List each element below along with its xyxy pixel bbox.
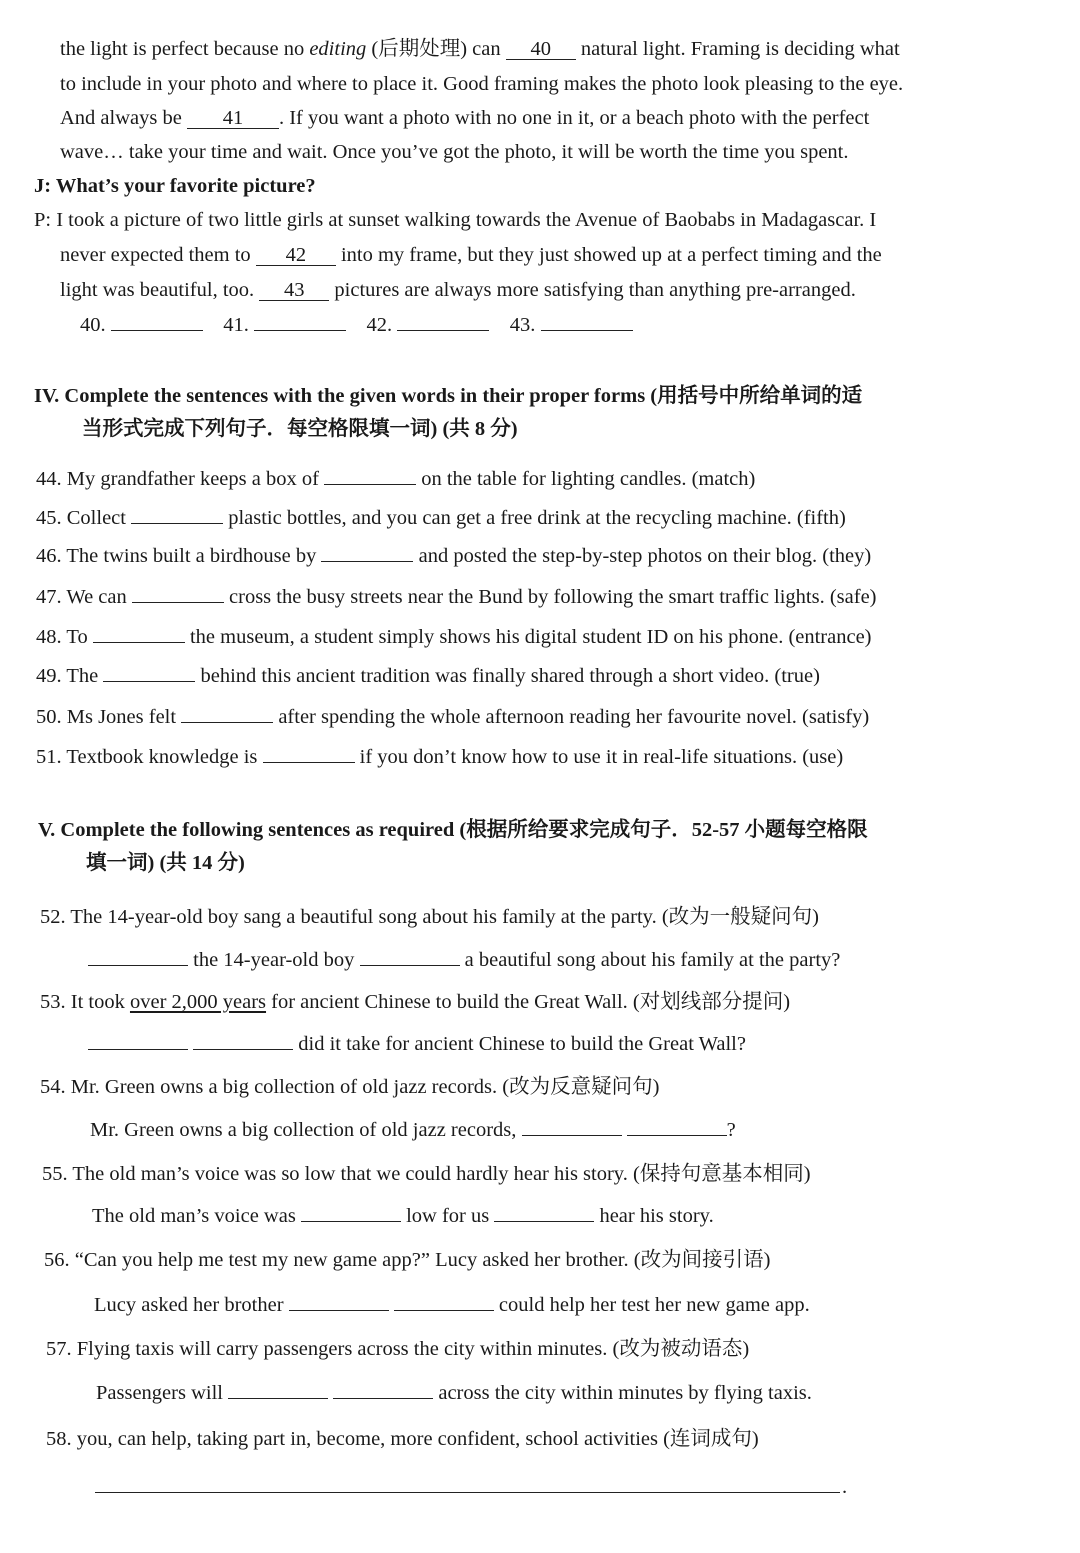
question-57: 57. Flying taxis will carry passengers across the city within minutes. (改为被动语态) [46,1338,750,1360]
passage-line-3: And always be 41 . If you want a photo with no one in it, or a beach photo with the perfect [60,107,870,129]
blank-40: 40 [506,39,576,60]
blank-52a[interactable] [88,965,188,966]
interview-question: J: What’s your favorite picture? [34,175,316,197]
blank-49[interactable] [103,681,195,682]
question-48: 48. To the museum, a student simply shows his digital student ID on his phone. (entrance) [36,626,872,648]
passage-answer-line-2: never expected them to 42 into my frame, but they just showed up at a perfect timing and the [60,244,882,266]
question-53: 53. It took over 2,000 years for ancient Chinese to build the Great Wall. (对划线部分提问) [40,991,791,1013]
blank-53b[interactable] [193,1049,293,1050]
answer-line-58-period: . [842,1476,848,1498]
answer-line-58[interactable] [95,1492,840,1493]
question-50: 50. Ms Jones felt after spending the whole afternoon reading her favourite novel. (satisfy) [36,706,870,728]
question-56: 56. “Can you help me test my new game app?” Lucy asked her brother. (改为间接引语) [44,1249,771,1271]
section-4-heading: IV. Complete the sentences with the given words in their proper forms (用括号中所给单词的适 [34,385,863,407]
blank-51[interactable] [263,762,355,763]
blank-56a[interactable] [289,1310,389,1311]
section-5-heading-cont: 填一词) (共 14 分) [86,852,245,874]
blank-55b[interactable] [494,1221,594,1222]
passage-answer-line-3: light was beautiful, too. 43 pictures are always more satisfying than anything pre-arranged. [60,279,856,301]
blank-44[interactable] [324,484,416,485]
blank-57a[interactable] [228,1398,328,1399]
question-46: 46. The twins built a birdhouse by and posted the step-by-step photos on their blog. (they) [36,545,872,567]
blank-57b[interactable] [333,1398,433,1399]
blank-53a[interactable] [88,1049,188,1050]
blank-50[interactable] [181,722,273,723]
blank-56b[interactable] [394,1310,494,1311]
blank-41: 41 [187,108,279,129]
blank-48[interactable] [93,642,185,643]
question-56-rewrite: Lucy asked her brother could help her test her new game app. [94,1294,810,1316]
section-5-heading: V. Complete the following sentences as required (根据所给要求完成句子．52-57 小题每空格限 [38,819,868,841]
question-55-rewrite: The old man’s voice was low for us hear his story. [92,1205,714,1227]
blank-45[interactable] [131,523,223,524]
passage-line-2: to include in your photo and where to place it. Good framing makes the photo look pleasing to the eye. [60,73,904,95]
question-57-rewrite: Passengers will across the city within minutes by flying taxis. [96,1382,812,1404]
blank-52b[interactable] [360,965,460,966]
answer-blank-41[interactable] [254,330,346,331]
blank-42: 42 [256,245,336,266]
passage-line-1: the light is perfect because no editing (后期处理) can 40 natural light. Framing is deciding what [60,38,900,60]
passage-line-4: wave… take your time and wait. Once you’ve got the photo, it will be worth the time you spent. [60,141,849,163]
blank-54b[interactable] [627,1135,727,1136]
question-47: 47. We can cross the busy streets near the Bund by following the smart traffic lights. (safe) [36,586,877,608]
answer-blank-40[interactable] [111,330,203,331]
section-4-heading-cont: 当形式完成下列句子．每空格限填一词) (共 8 分) [82,418,518,440]
question-49: 49. The behind this ancient tradition was finally shared through a short video. (true) [36,665,820,687]
answer-slots: 40. 41. 42. 43. [80,312,633,338]
answer-blank-42[interactable] [397,330,489,331]
question-55: 55. The old man’s voice was so low that we could hardly hear his story. (保持句意基本相同) [42,1163,811,1185]
blank-54a[interactable] [522,1135,622,1136]
answer-blank-43[interactable] [541,330,633,331]
blank-46[interactable] [321,561,413,562]
question-54-rewrite: Mr. Green owns a big collection of old jazz records, ? [90,1119,736,1141]
blank-43: 43 [259,280,329,301]
question-58: 58. you, can help, taking part in, become, more confident, school activities (连词成句) [46,1428,759,1450]
blank-47[interactable] [132,602,224,603]
question-45: 45. Collect plastic bottles, and you can get a free drink at the recycling machine. (fifth) [36,507,846,529]
question-52-rewrite: the 14-year-old boy a beautiful song about his family at the party? [88,947,840,973]
question-53-rewrite: did it take for ancient Chinese to build the Great Wall? [88,1031,746,1057]
question-51: 51. Textbook knowledge is if you don’t know how to use it in real-life situations. (use) [36,746,844,768]
question-54: 54. Mr. Green owns a big collection of old jazz records. (改为反意疑问句) [40,1076,660,1098]
question-52: 52. The 14-year-old boy sang a beautiful song about his family at the party. (改为一般疑问句) [40,906,819,928]
passage-answer-line-1: P: I took a picture of two little girls at sunset walking towards the Avenue of Baobabs in Madagascar. I [34,209,877,231]
blank-55a[interactable] [301,1221,401,1222]
question-44: 44. My grandfather keeps a box of on the table for lighting candles. (match) [36,468,756,490]
